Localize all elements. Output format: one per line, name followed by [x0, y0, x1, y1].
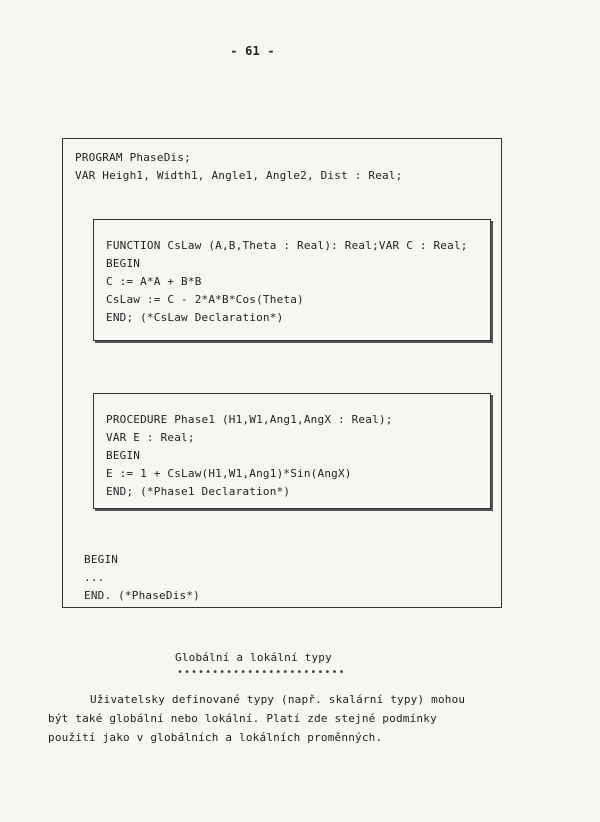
code-line: END; (*Phase1 Declaration*) — [106, 485, 291, 498]
code-line: E := 1 + CsLaw(H1,W1,Ang1)*Sin(AngX) — [106, 467, 352, 480]
paragraph-line: použití jako v globálních a lokálních proměnných. — [48, 731, 383, 744]
code-line: VAR Heigh1, Width1, Angle1, Angle2, Dist : Real; — [75, 169, 403, 182]
code-line: BEGIN — [106, 257, 141, 270]
code-line: BEGIN — [106, 449, 141, 462]
paragraph-line: Uživatelsky definované typy (např. skalární typy) mohou — [90, 693, 466, 706]
code-line: C := A*A + B*B — [106, 275, 202, 288]
code-line: FUNCTION CsLaw (A,B,Theta : Real): Real;VAR C : Real; — [106, 239, 468, 252]
paragraph-line: být také globální nebo lokální. Platí zde stejné podmínky — [48, 712, 437, 725]
function-declaration-box — [93, 219, 491, 341]
code-line: ... — [84, 571, 105, 584]
program-listing-box — [62, 138, 502, 608]
procedure-declaration-box — [93, 393, 491, 509]
code-line: END; (*CsLaw Declaration*) — [106, 311, 284, 324]
heading-underline: •••••••••••••••••••••••• — [177, 667, 346, 678]
code-line: PROGRAM PhaseDis; — [75, 151, 191, 164]
code-line: VAR E : Real; — [106, 431, 195, 444]
code-line: PROCEDURE Phase1 (H1,W1,Ang1,AngX : Real); — [106, 413, 393, 426]
page-number: - 61 - — [230, 44, 275, 58]
code-line: BEGIN — [84, 553, 119, 566]
code-line: CsLaw := C - 2*A*B*Cos(Theta) — [106, 293, 304, 306]
section-heading: Globální a lokální typy — [175, 651, 332, 664]
code-line: END. (*PhaseDis*) — [84, 589, 200, 602]
